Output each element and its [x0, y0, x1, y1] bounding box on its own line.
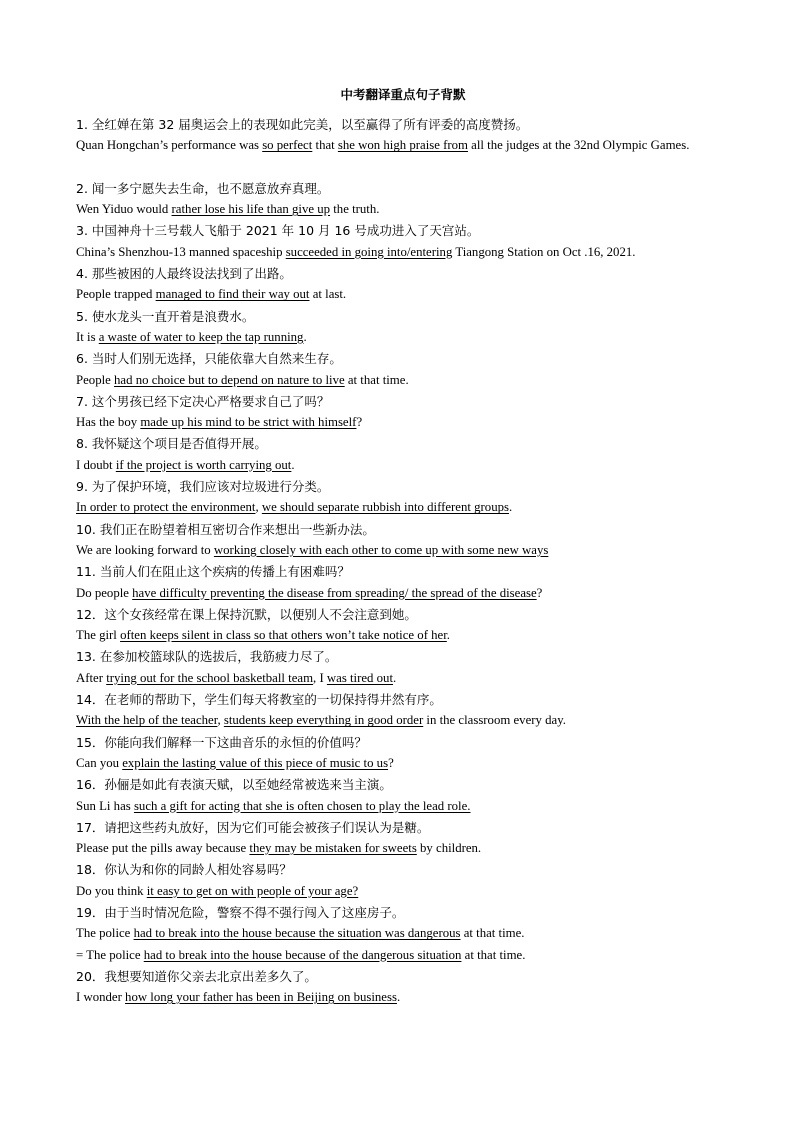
- sentence-text: The girl: [76, 628, 121, 643]
- answer-underline: was tired out: [326, 670, 394, 685]
- answer-underline: students keep everything in good order: [223, 713, 424, 728]
- chinese-prompt: 14．在老师的帮助下，学生们每天将教室的一切保持得井然有序。: [76, 692, 442, 708]
- sentence-text: It is: [76, 329, 99, 344]
- english-translation: [76, 135, 726, 178]
- sentence-text: People trapped: [76, 287, 156, 302]
- sentence-text: at that time.: [461, 947, 526, 962]
- answer-underline: she won high praise from: [337, 138, 468, 153]
- chinese-prompt: 5. 使水龙头一直开着是浪费水。: [76, 308, 255, 324]
- answer-underline: it easy to get on with people of your age?: [146, 883, 359, 898]
- sentence-text: Do people: [76, 585, 133, 600]
- sentence-text: Do you think: [76, 883, 147, 898]
- worksheet-page: [76, 84, 726, 1008]
- chinese-prompt: 1. 全红婵在第 32 届奥运会上的表现如此完美，以至赢得了所有评委的高度赞扬。: [76, 117, 529, 132]
- chinese-prompt: 10. 我们正在盼望着相互密切合作来想出一些新办法。: [76, 521, 375, 537]
- sentence-text: ?: [388, 755, 394, 770]
- chinese-prompt: 6. 当时人们别无选择，只能依靠大自然来生存。: [76, 351, 342, 367]
- sentence-text: in the classroom every day.: [423, 713, 566, 728]
- answer-underline: trying out for the school basketball team: [106, 670, 314, 685]
- chinese-prompt: 19．由于当时情况危险，警察不得不强行闯入了这座房子。: [76, 904, 405, 920]
- answer-underline: succeeded in going into/entering: [285, 244, 453, 259]
- sentence-text: Quan Hongchan’s performance was: [76, 138, 263, 153]
- english-translation: [76, 625, 726, 646]
- english-translation: [76, 710, 726, 731]
- sentence-text: .: [303, 329, 307, 344]
- english-translation: [76, 753, 726, 774]
- sentence-text: .: [446, 628, 450, 643]
- sentence-text: .: [396, 990, 401, 1005]
- answer-underline: With the help of the teacher: [76, 713, 218, 728]
- chinese-prompt: 20．我想要知道你父亲去北京出差多久了。: [76, 968, 317, 984]
- answer-underline: have difficulty preventing the disease from spreading/ the spread of the disease: [132, 585, 537, 600]
- answer-underline: such a gift for acting that she is often chosen to play the lead role.: [133, 798, 471, 813]
- english-translation: [76, 668, 726, 689]
- answer-underline: In order to protect the environment: [76, 500, 256, 515]
- answer-underline: so perfect: [262, 138, 313, 153]
- chinese-prompt: 11. 当前人们在阻止这个疾病的传播上有困难吗？: [76, 564, 350, 580]
- sentence-text: all the judges at the 32nd Olympic Games.: [467, 138, 690, 153]
- answer-underline: a waste of water to keep the tap running: [98, 329, 304, 344]
- english-translation: [76, 987, 726, 1008]
- answer-underline: managed to find their way out: [155, 287, 310, 302]
- sentence-text: Please put the pills away because: [76, 841, 250, 856]
- sentence-text: , I: [313, 670, 327, 685]
- english-translation: [76, 838, 726, 859]
- english-translation: [76, 370, 726, 391]
- chinese-prompt: 2. 闻一多宁愿失去生命，也不愿意放弃真理。: [76, 180, 330, 196]
- sentence-text: ,: [255, 500, 262, 515]
- chinese-prompt: 17．请把这些药丸放好，因为它们可能会被孩子们误认为是糖。: [76, 819, 430, 835]
- answer-underline: had to break into the house because the situation was dangerous: [133, 926, 461, 941]
- sentence-text: at last.: [309, 287, 347, 302]
- chinese-prompt: 9. 为了保护环境，我们应该对垃圾进行分类。: [76, 479, 330, 495]
- sentence-text: .: [291, 457, 295, 472]
- sentence-text: at that time.: [344, 372, 409, 387]
- sentence-text: The police: [76, 926, 134, 941]
- answer-underline: rather lose his life than give up: [171, 202, 331, 217]
- sentence-text: After: [76, 670, 107, 685]
- page-title: 中考翻译重点句子背默: [340, 87, 466, 102]
- chinese-prompt: 3. 中国神舟十三号载人飞船于 2021 年 10 月 16 号成功进入了天宫站。: [76, 223, 480, 239]
- sentence-text: ?: [356, 415, 363, 430]
- sentence-text: I wonder: [76, 990, 126, 1005]
- english-translation: [76, 497, 726, 518]
- english-translation: [76, 796, 726, 817]
- chinese-prompt: 7. 这个男孩已经下定决心严格要求自己了吗？: [76, 393, 330, 409]
- sentence-text: China’s Shenzhou-13 manned spaceship: [76, 244, 286, 259]
- english-translation: [76, 199, 726, 220]
- english-translation: [76, 881, 726, 902]
- english-translation: [76, 945, 726, 966]
- sentence-text: Has the boy: [76, 415, 141, 430]
- answer-underline: how long your father has been in Beijing on business: [125, 990, 397, 1005]
- chinese-prompt: 12．这个女孩经常在课上保持沉默，以便别人不会注意到她。: [76, 606, 417, 622]
- answer-underline: they may be mistaken for sweets: [249, 841, 417, 856]
- answer-underline: if the project is worth carrying out: [115, 457, 292, 472]
- sentence-text: .: [393, 670, 397, 685]
- english-translation: [76, 242, 726, 263]
- answer-underline: had to break into the house because of the dangerous situation: [143, 947, 462, 962]
- sentence-text: Wen Yiduo would: [76, 202, 172, 217]
- chinese-prompt: 8. 我怀疑这个项目是否值得开展。: [76, 436, 267, 452]
- chinese-prompt: 13. 在参加校篮球队的选拔后，我筋疲力尽了。: [76, 649, 338, 665]
- sentence-text: that: [312, 138, 338, 153]
- english-translation: [76, 455, 726, 476]
- chinese-prompt: 18．你认为和你的同龄人相处容易吗？: [76, 862, 292, 878]
- english-translation: [76, 412, 726, 433]
- sentence-text: at that time.: [460, 926, 525, 941]
- chinese-prompt: 4. 那些被困的人最终设法找到了出路。: [76, 266, 292, 282]
- sentence-text: People: [76, 372, 115, 387]
- sentence-text: ,: [217, 713, 224, 728]
- chinese-prompt: 15．你能向我们解释一下这曲音乐的永恒的价值吗？: [76, 734, 367, 750]
- english-translation: [76, 284, 726, 305]
- answer-underline: made up his mind to be strict with himself: [140, 415, 357, 430]
- sentence-list: [76, 114, 726, 1008]
- answer-underline: often keeps silent in class so that others won’t take notice of her: [120, 628, 447, 643]
- chinese-prompt: 16．孙俪是如此有表演天赋，以至她经常被选来当主演。: [76, 777, 392, 793]
- sentence-text: the truth.: [330, 202, 380, 217]
- sentence-text: Tiangong Station on Oct .16, 2021.: [452, 244, 636, 259]
- sentence-text: ?: [536, 585, 543, 600]
- english-translation: [76, 583, 726, 604]
- sentence-text: = The police: [76, 947, 144, 962]
- answer-underline: had no choice but to depend on nature to live: [114, 372, 345, 387]
- answer-underline: we should separate rubbish into different groups: [261, 500, 509, 515]
- english-translation: [76, 327, 726, 348]
- answer-underline: working closely with each other to come up with some new ways: [213, 542, 549, 557]
- english-translation: [76, 923, 726, 944]
- answer-underline: explain the lasting value of this piece of music to us: [122, 755, 389, 770]
- sentence-text: .: [508, 500, 513, 515]
- sentence-text: Sun Li has: [76, 798, 134, 813]
- english-translation: [76, 540, 726, 561]
- sentence-text: by children.: [416, 841, 482, 856]
- sentence-text: We are looking forward to: [76, 542, 214, 557]
- sentence-text: I doubt: [76, 457, 116, 472]
- sentence-text: Can you: [76, 755, 123, 770]
